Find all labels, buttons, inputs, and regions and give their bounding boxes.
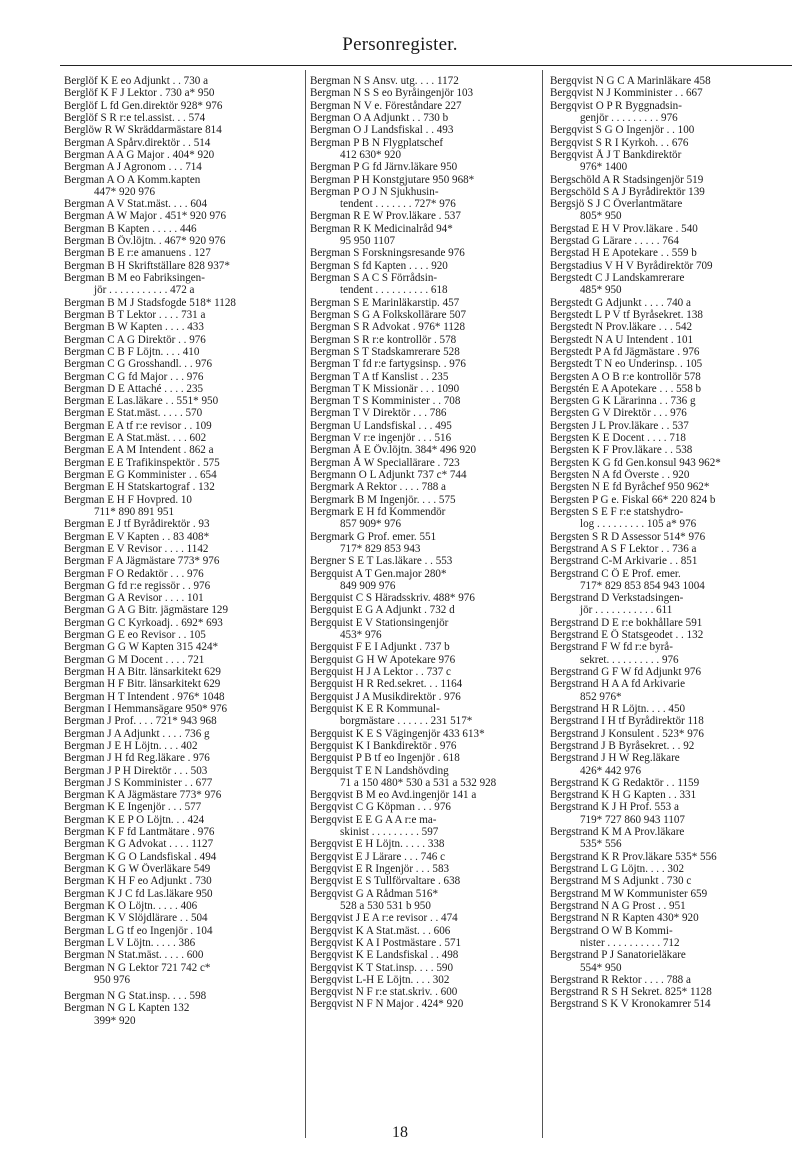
register-entry-continuation: skinist . . . . . . . . . 597 — [340, 826, 439, 839]
register-entry: Bergstrand C-M Arkivarie . . 851 — [550, 555, 698, 568]
register-entry: Bergstedt G Adjunkt . . . . 740 a — [550, 296, 691, 309]
register-entry: Bergqvist S G O Ingenjör . . 100 — [550, 124, 695, 137]
register-entry: Bergman J P H Direktör . . . 503 — [64, 764, 208, 777]
register-entry: Bergmark B M Ingenjör. . . . 575 — [310, 493, 456, 506]
register-entry: Bergstrand K G Redaktör . . 1159 — [550, 776, 700, 789]
register-entry: Bergman E A Stat.mäst. . . . 602 — [64, 432, 207, 445]
register-entry: Bergsten G K Lärarinna . . 736 g — [550, 395, 696, 408]
register-entry: Bergman K G W Överläkare 549 — [64, 863, 211, 875]
register-entry: Bergstrand N A G Prost . . 951 — [550, 899, 686, 912]
register-entry-continuation: 95 950 1107 — [340, 235, 396, 248]
register-entry: Bergman P O J N Sjukhusin- — [310, 185, 439, 198]
register-entry: Bergqvist K T Stat.insp. . . . 590 — [310, 961, 453, 974]
register-entry: Bergman S Forskningsresande 976 — [310, 247, 465, 260]
register-entry-continuation: 849 909 976 — [340, 579, 396, 592]
register-entry: Bergqvist E J Lärare . . . 746 c — [310, 850, 446, 863]
register-entry: Bergstrand E Ö Statsgeodet . . 132 — [550, 629, 704, 642]
register-entry: Bergstrand K M A Prov.läkare — [550, 826, 685, 839]
register-entry: Bergman B Öv.löjtn. . 467* 920 976 — [64, 235, 226, 248]
register-entry: Bergqvist K E Landsfiskal . . 498 — [310, 949, 459, 962]
register-entry: Bergstrand C Ö E Prof. emer. — [550, 567, 681, 580]
register-entry: Bergstrand L G Löjtn. . . . 302 — [550, 863, 685, 875]
register-entry: Bergstrand J B Byråsekret. . . 92 — [550, 739, 695, 752]
register-entry: Bergsten K G fd Gen.konsul 943 962* — [550, 456, 721, 469]
register-entry: Bergman D E Attaché . . . . 235 — [64, 382, 204, 395]
register-entry: Bergsten J L Prov.läkare . . 537 — [550, 419, 689, 432]
register-entry: Bergmark E H fd Kommendör — [310, 505, 446, 518]
register-entry-continuation: 717* 829 853 854 943 1004 — [580, 579, 705, 592]
register-entry: Bergman S E Marinläkarstip. 457 — [310, 296, 460, 309]
register-entry: Bergstad H E Apotekare . . 559 b — [550, 247, 697, 260]
register-entry: Bergman T V Direktör . . . 786 — [310, 407, 447, 420]
register-entry: Bergner S E T Las.läkare . . 553 — [310, 555, 453, 568]
register-entry: Bergman K E Ingenjör . . . 577 — [64, 801, 202, 814]
register-entry: Bergman J A Adjunkt . . . . 736 g — [64, 727, 210, 740]
register-entry: Berglöf S R r:e tel.assist. . . 574 — [64, 111, 206, 124]
register-entry: Bergman A V Stat.mäst. . . . 604 — [64, 198, 207, 211]
register-entry: Bergman S G A Folkskollärare 507 — [310, 308, 467, 321]
register-entry: Bergman S A C S Förrådsin- — [310, 272, 438, 284]
register-entry: Bergstrand A S F Lektor . . 736 a — [550, 542, 697, 555]
register-entry-continuation: 447* 920 976 — [94, 185, 156, 198]
register-entry: Bergman K H F eo Adjunkt . 730 — [64, 875, 212, 888]
register-entry-continuation: 535* 556 — [580, 838, 622, 851]
register-entry: Bergman F O Redaktör . . . 976 — [64, 567, 204, 580]
register-entry-continuation: 976* 1400 — [580, 161, 628, 174]
register-entry: Bergstedt T N eo Underinsp. . 105 — [550, 358, 703, 371]
register-entry: Bergman V r:e ingenjör . . . 516 — [310, 432, 452, 445]
register-entry: Bergman S R r:e kontrollör . 578 — [310, 333, 457, 346]
register-entry-continuation: 412 630* 920 — [340, 148, 402, 161]
register-entry: Bergman K E P O Löjtn. . . 424 — [64, 813, 205, 826]
register-entry: Bergman G G W Kapten 315 424* — [64, 641, 219, 654]
register-entry: Bergman J E H Löjtn. . . . 402 — [64, 739, 198, 752]
register-entry: Bergman H A Bitr. länsarkitekt 629 — [64, 666, 221, 678]
register-entry: Bergqvist N G C A Marinläkare 458 — [550, 75, 711, 87]
register-entry-continuation: 71 a 150 480* 530 a 531 a 532 928 — [340, 776, 497, 789]
register-entry: Bergman B H Skriftställare 828 937* — [64, 259, 230, 272]
register-entry: Bergman E G Komminister . . 654 — [64, 469, 217, 481]
register-entry-continuation: 857 909* 976 — [340, 518, 402, 531]
register-entry: Bergstrand P J Sanatorieläkare — [550, 949, 686, 962]
register-entry: Bergqvist N J Komminister . . 667 — [550, 87, 703, 100]
register-entry: Bergman B Kapten . . . . . 446 — [64, 222, 197, 235]
register-entry: Bergqvist E H Löjtn. . . . . 338 — [310, 838, 445, 851]
register-column-1 — [64, 75, 300, 1027]
register-entry: Bergman C G fd Major . . . 976 — [64, 370, 204, 383]
register-entry: Bergstedt C J Landskamrerare — [550, 272, 685, 284]
register-entry: Bergstrand K J H Prof. 553 a — [550, 801, 679, 814]
register-entry: Bergstrand H A A fd Arkivarie — [550, 678, 686, 691]
register-entry: Bergman F A Jägmästare 773* 976 — [64, 555, 220, 568]
register-entry: Bergstrand M S Adjunkt . 730 c — [550, 875, 692, 888]
register-entry: Bergman Å E Öv.löjtn. 384* 496 920 — [310, 444, 477, 457]
register-entry: Bergstadius V H V Byrådirektör 709 — [550, 259, 713, 272]
register-entry: Bergman E V Revisor . . . . 1142 — [64, 542, 209, 555]
register-entry: Bergstedt N Prov.läkare . . . 542 — [550, 321, 693, 334]
register-entry: Bergman I Hemmansägare 950* 976 — [64, 702, 228, 715]
register-entry: Bergman A O A Komm.kapten — [64, 173, 201, 186]
register-entry: Bergquist A T Gen.major 280* — [310, 567, 447, 580]
register-entry: Bergmark G Prof. emer. 551 — [310, 530, 437, 543]
column-divider — [542, 70, 543, 1138]
register-entry-continuation: 528 a 530 531 b 950 — [340, 899, 431, 912]
register-entry: Bergman K O Löjtn. . . . . 406 — [64, 899, 198, 912]
register-entry: Bergman S T Stadskamrerare 528 — [310, 345, 460, 358]
register-entry: Bergman G A Revisor . . . . 101 — [64, 592, 204, 605]
register-entry: Bergstrand J H W Reg.läkare — [550, 752, 680, 765]
register-entry: Bergman B W Kapten . . . . 433 — [64, 321, 204, 334]
register-entry: Bergman G fd r:e regissör . . 976 — [64, 579, 211, 592]
register-entry: Bergman C G Grosshandl. . . 976 — [64, 358, 213, 371]
register-entry: Bergqvist K A I Postmästare . 571 — [310, 936, 462, 949]
register-entry: Bergman G M Docent . . . . 721 — [64, 653, 205, 666]
register-entry-continuation: sekret. . . . . . . . . . 976 — [580, 653, 679, 666]
register-entry: Bergqvist K A Stat.mäst. . . 606 — [310, 924, 451, 937]
register-entry: Bergman J H fd Reg.läkare . 976 — [64, 752, 210, 765]
register-entry: Berglöw R W Skräddarmästare 814 — [64, 124, 222, 137]
register-entry: Bergqvist N F r:e stat.skriv. . 600 — [310, 986, 458, 999]
register-entry: Bergquist T E N Landshövding — [310, 764, 449, 777]
register-entry-continuation: 805* 950 — [580, 210, 622, 223]
register-entry-continuation: 453* 976 — [340, 629, 382, 642]
register-entry: Bergqvist B M eo Avd.ingenjör 141 a — [310, 789, 477, 802]
register-entry: Bergman N S Ansv. utg. . . . 1172 — [310, 75, 459, 87]
register-entry: Bergmark A Rektor . . . . 788 a — [310, 481, 446, 494]
register-entry: Bergman B T Lektor . . . . 731 a — [64, 308, 206, 321]
register-entry: Bergstrand D E r:e bokhållare 591 — [550, 616, 703, 629]
register-entry: Bergstrand M W Kommunister 659 — [550, 887, 708, 900]
register-entry: Bergman L V Löjtn. . . . . 386 — [64, 936, 196, 949]
register-entry: Berglöf K E eo Adjunkt . . 730 a — [64, 75, 208, 87]
register-entry: Bergstedt L P V tf Byråsekret. 138 — [550, 308, 703, 321]
register-entry: Bergman T K Missionär . . . 1090 — [310, 382, 460, 395]
register-entry: Bergquist C S Häradsskriv. 488* 976 — [310, 592, 475, 605]
register-entry: Bergman E H F Hovpred. 10 — [64, 493, 192, 506]
register-entry: Bergstrand I H tf Byrådirektör 118 — [550, 715, 704, 728]
register-entry: Bergman S fd Kapten . . . . 920 — [310, 259, 448, 272]
register-entry: Bergstrand S K V Kronokamrer 514 — [550, 998, 711, 1011]
register-entry-continuation: log . . . . . . . . . 105 a* 976 — [580, 518, 697, 531]
register-entry: Bergstrand D Verkstadsingen- — [550, 592, 684, 605]
register-entry-continuation: nister . . . . . . . . . . 712 — [580, 936, 680, 949]
register-entry: Bergstrand N R Kapten 430* 920 — [550, 912, 699, 925]
register-entry: Bergstrand H R Löjtn. . . . 450 — [550, 702, 686, 715]
register-entry: Bergstrand F W fd r:e byrå- — [550, 641, 673, 654]
register-entry: Bergman P G fd Järnv.läkare 950 — [310, 161, 458, 174]
register-entry: Bergman G E eo Revisor . . 105 — [64, 629, 206, 642]
register-entry: Bergstedt N A U Intendent . 101 — [550, 333, 694, 346]
register-entry: Bergman E Stat.mäst. . . . . 570 — [64, 407, 203, 420]
register-entry: Bergschöld S A J Byrådirektör 139 — [550, 185, 705, 198]
register-entry: Bergman A W Major . 451* 920 976 — [64, 210, 227, 223]
register-entry: Bergman O J Landsfiskal . . 493 — [310, 124, 454, 137]
register-entry: Bergqvist E R Ingenjör . . . 583 — [310, 863, 450, 875]
register-entry: Bergquist E V Stationsingenjör — [310, 616, 449, 629]
register-entry-continuation: tendent . . . . . . . 727* 976 — [340, 198, 456, 211]
register-entry: Bergqvist N F N Major . 424* 920 — [310, 998, 464, 1011]
register-entry: Bergquist F E I Adjunkt . 737 b — [310, 641, 450, 654]
register-entry: Bergquist G H W Apotekare 976 — [310, 653, 456, 666]
register-entry: Bergman P B N Flygplatschef — [310, 136, 444, 149]
register-entry: Bergman B M J Stadsfogde 518* 1128 — [64, 296, 236, 309]
register-entry-continuation: jör . . . . . . . . . . . 472 a — [94, 284, 195, 297]
register-entry: Bergman N G L Kapten 132 — [64, 1002, 190, 1015]
register-entry-continuation: 717* 829 853 943 — [340, 542, 421, 555]
register-entry: Bergsten N E fd Byråchef 950 962* — [550, 481, 710, 494]
register-entry: Bergman P H Konstgjutare 950 968* — [310, 173, 475, 186]
register-entry: Bergqvist S R I Kyrkoh. . . 676 — [550, 136, 689, 149]
register-entry: Bergman T S Komminister . . 708 — [310, 395, 461, 408]
register-entry: Bergsjö S J C Överlantmätare — [550, 198, 683, 211]
register-entry-continuation: jör . . . . . . . . . . . 611 — [580, 604, 673, 617]
register-entry: Bergman N V e. Föreståndare 227 — [310, 99, 462, 112]
register-entry: Bergsten S R D Assessor 514* 976 — [550, 530, 706, 543]
register-entry-continuation: 950 976 — [94, 973, 131, 986]
register-entry: Bergmann O L Adjunkt 737 c* 744 — [310, 469, 467, 481]
register-entry: Bergman K A Jägmästare 773* 976 — [64, 789, 222, 802]
register-entry: Bergman G C Kyrkoadj. . 692* 693 — [64, 616, 223, 629]
register-entry-continuation: 719* 727 860 943 1107 — [580, 813, 685, 826]
register-entry: Bergman K G O Landsfiskal . 494 — [64, 850, 217, 863]
register-entry: Bergqvist O P R Byggnadsin- — [550, 99, 682, 112]
register-entry: Bergman E A tf r:e revisor . . 109 — [64, 419, 212, 432]
register-entry-continuation: 485* 950 — [580, 284, 622, 297]
register-entry: Bergman R E W Prov.läkare . 537 — [310, 210, 461, 223]
register-entry: Bergman J Prof. . . . 721* 943 968 — [64, 715, 217, 728]
register-entry: Bergstad E H V Prov.läkare . 540 — [550, 222, 698, 235]
register-entry: Bergman J S Komminister . . 677 — [64, 776, 213, 789]
register-entry-continuation: 852 976* — [580, 690, 622, 703]
register-entry: Bergquist K E S Vägingenjör 433 613* — [310, 727, 485, 740]
register-entry: Bergman K G Advokat . . . . 1127 — [64, 838, 214, 851]
register-entry: Bergman E V Kapten . . 83 408* — [64, 530, 210, 543]
register-entry: Bergquist K I Bankdirektör . 976 — [310, 739, 457, 752]
register-entry: Bergman B E r:e amanuens . 127 — [64, 247, 211, 260]
register-entry: Bergman U Landsfiskal . . . 495 — [310, 419, 452, 432]
register-entry: Bergqvist Å J T Bankdirektör — [550, 148, 682, 161]
register-entry: Bergschöld A R Stadsingenjör 519 — [550, 173, 704, 186]
register-entry: Bergquist E G A Adjunkt . 732 d — [310, 604, 455, 617]
register-entry: Bergqvist E E G A A r:e ma- — [310, 813, 437, 826]
register-entry: Bergstrand R S H Sekret. 825* 1128 — [550, 986, 712, 999]
register-entry-continuation: borgmästare . . . . . . 231 517* — [340, 715, 473, 728]
register-entry: Bergquist J A Musikdirektör . 976 — [310, 690, 461, 703]
register-entry: Bergstrand O W B Kommi- — [550, 924, 673, 937]
register-entry: Bergman G A G Bitr. jägmästare 129 — [64, 604, 229, 617]
register-column-3 — [550, 75, 792, 1011]
register-entry: Bergstrand J Konsulent . 523* 976 — [550, 727, 704, 740]
register-entry: Bergqvist J E A r:e revisor . . 474 — [310, 912, 458, 925]
register-entry: Bergsten P G e. Fiskal 66* 220 824 b — [550, 493, 716, 506]
register-entry: Bergman A J Agronom . . . 714 — [64, 161, 202, 174]
register-entry-continuation: 711* 890 891 951 — [94, 505, 175, 518]
register-entry: Bergstedt P A fd Jägmästare . 976 — [550, 345, 700, 358]
register-entry: Bergman O A Adjunkt . . 730 b — [310, 111, 449, 124]
register-entry: Bergsten A O B r:e kontrollör 578 — [550, 370, 701, 383]
register-entry: Bergman B M eo Fabriksingen- — [64, 272, 205, 284]
register-entry: Bergstén E A Apotekare . . . 558 b — [550, 382, 702, 395]
register-entry: Bergman E Las.läkare . . 551* 950 — [64, 395, 219, 408]
register-entry: Bergman H T Intendent . 976* 1048 — [64, 690, 225, 703]
register-entry: Bergman N S S eo Byråingenjör 103 — [310, 87, 474, 100]
register-entry: Bergman R K Medicinalråd 94* — [310, 222, 453, 235]
register-entry-continuation: genjör . . . . . . . . . 976 — [580, 111, 678, 124]
register-entry: Bergquist H J A Lektor . . 737 c — [310, 666, 451, 678]
register-entry: Bergman K J C fd Las.läkare 950 — [64, 887, 213, 900]
register-entry: Bergman H F Bitr. länsarkitekt 629 — [64, 678, 221, 691]
register-entry: Bergstrand K R Prov.läkare 535* 556 — [550, 850, 717, 863]
register-entry: Bergman Å W Speciallärare . 723 — [310, 456, 460, 469]
register-entry-continuation: 399* 920 — [94, 1014, 136, 1027]
register-entry: Bergstad G Lärare . . . . . 764 — [550, 235, 679, 248]
register-entry: Bergman K F fd Lantmätare . 976 — [64, 826, 215, 839]
register-entry: Bergman E J tf Byrådirektör . 93 — [64, 518, 210, 531]
register-entry: Bergsten S E F r:e statshydro- — [550, 505, 684, 518]
register-entry: Bergsten K F Prov.läkare . . 538 — [550, 444, 693, 457]
register-entry: Bergsten G V Direktör . . . 976 — [550, 407, 687, 420]
register-entry: Bergman N Stat.mäst. . . . . 600 — [64, 949, 204, 962]
register-entry: Bergman L G tf eo Ingenjör . 104 — [64, 924, 213, 937]
register-entry: Bergman S R Advokat . 976* 1128 — [310, 321, 466, 334]
register-entry: Bergquist H R Red.sekret. . . 1164 — [310, 678, 463, 691]
register-entry: Bergman E H Statskartograf . 132 — [64, 481, 215, 494]
register-entry: Berglöf K F J Lektor . 730 a* 950 — [64, 87, 215, 100]
register-entry: Bergsten N A fd Överste . . 920 — [550, 469, 690, 481]
page-title: Personregister. — [342, 34, 458, 55]
register-entry-continuation: 426* 442 976 — [580, 764, 642, 777]
register-entry: Bergqvist E S Tullförvaltare . 638 — [310, 875, 461, 888]
register-entry: Bergstrand K H G Kapten . . 331 — [550, 789, 697, 802]
register-entry: Bergman T A tf Kanslist . . 235 — [310, 370, 449, 383]
page-number: 18 — [392, 1124, 408, 1141]
register-entry: Bergman A A G Major . 404* 920 — [64, 148, 215, 161]
register-entry: Bergqvist G A Rådman 516* — [310, 887, 438, 900]
column-divider — [305, 70, 306, 1138]
register-entry-continuation: tendent . . . . . . . . . . 618 — [340, 284, 448, 297]
register-entry: Berglöf L fd Gen.direktör 928* 976 — [64, 99, 223, 112]
register-entry: Bergman C A G Direktör . . 976 — [64, 333, 206, 346]
register-entry: Bergman A Spårv.direktör . . 514 — [64, 136, 211, 149]
register-entry: Bergman K V Slöjdlärare . . 504 — [64, 912, 208, 925]
register-entry: Bergman N G Lektor 721 742 c* — [64, 961, 211, 974]
register-entry: Bergman E E Trafikinspektör . 575 — [64, 456, 220, 469]
register-entry: Bergstrand R Rektor . . . . 788 a — [550, 973, 691, 986]
register-entry: Bergsten K E Docent . . . . 718 — [550, 432, 686, 445]
register-entry: Bergstrand G F W fd Adjunkt 976 — [550, 666, 701, 678]
register-column-2 — [310, 75, 532, 1011]
register-entry: Bergman C B F Löjtn. . . . 410 — [64, 345, 200, 358]
register-entry: Bergman E A M Intendent . 862 a — [64, 444, 214, 457]
register-entry: Bergquist P B tf eo Ingenjör . 618 — [310, 752, 460, 765]
header-rule — [60, 65, 792, 66]
register-entry: Bergman T fd r:e fartygsinsp. . 976 — [310, 358, 466, 371]
register-entry: Bergqvist C G Köpman . . . 976 — [310, 801, 451, 814]
register-entry: Bergqvist L-H E Löjtn. . . . 302 — [310, 973, 450, 986]
register-entry: Bergquist K E R Kommunal- — [310, 702, 440, 715]
register-entry: Bergman N G Stat.insp. . . . 598 — [64, 990, 207, 1003]
register-entry-continuation: 554* 950 — [580, 961, 622, 974]
